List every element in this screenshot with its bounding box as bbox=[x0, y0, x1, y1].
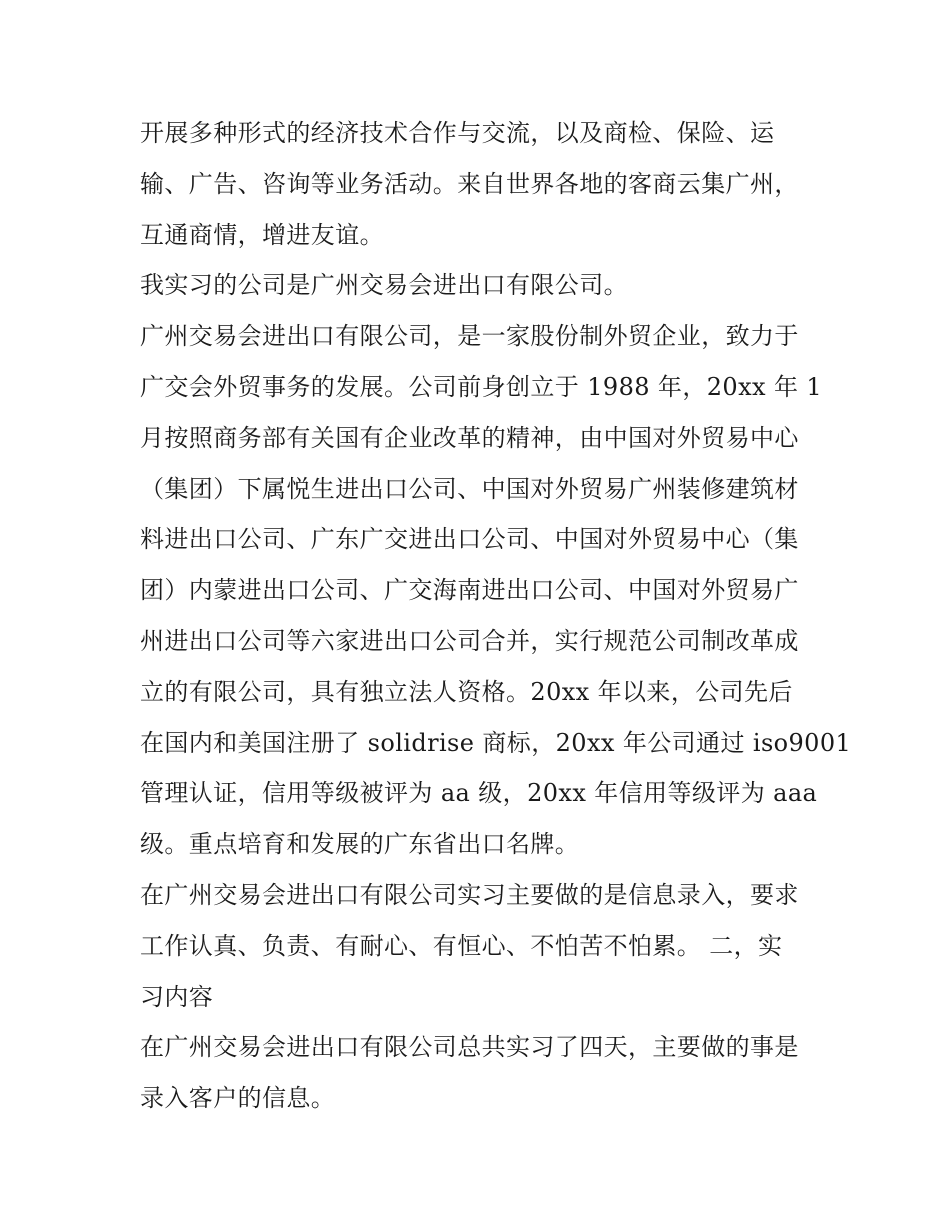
text-line: 团）内蒙进出口公司、广交海南进出口公司、中国对外贸易广 bbox=[140, 576, 799, 605]
text-line: 在广州交易会进出口有限公司总共实习了四天，主要做的事是 bbox=[140, 1033, 799, 1062]
text-line: 州进出口公司等六家进出口公司合并，实行规范公司制改革成 bbox=[140, 626, 799, 655]
text-line: 级。重点培育和发展的广东省出口名牌。 bbox=[140, 830, 580, 859]
text-line: 我实习的公司是广州交易会进出口有限公司。 bbox=[140, 271, 628, 300]
text-line: 广交会外贸事务的发展。公司前身创立于 1988 年，20xx 年 1 bbox=[140, 372, 823, 401]
text-line: 录入客户的信息。 bbox=[140, 1084, 336, 1113]
text-line: 管理认证，信用等级被评为 aa 级，20xx 年信用等级评为 aaa bbox=[140, 779, 818, 808]
text-line: 开展多种形式的经济技术合作与交流，以及商检、保险、运 bbox=[140, 119, 775, 147]
text-line: 月按照商务部有关国有企业改革的精神，由中国对外贸易中心 bbox=[140, 423, 799, 452]
text-line: 在国内和美国注册了 solidrise 商标，20xx 年公司通过 iso9001 bbox=[140, 728, 852, 757]
text-line: 输、广告、咨询等业务活动。来自世界各地的客商云集广州， bbox=[140, 169, 799, 198]
text-line: 在广州交易会进出口有限公司实习主要做的是信息录入，要求 bbox=[140, 880, 799, 909]
text-line: 立的有限公司，具有独立法人资格。20xx 年以来，公司先后 bbox=[140, 677, 793, 706]
text-line: （集团）下属悦生进出口公司、中国对外贸易广州装修建筑材 bbox=[140, 474, 799, 503]
text-line: 工作认真、负责、有耐心、有恒心、不怕苦不怕累。 二，实 bbox=[140, 931, 783, 960]
text-line: 互通商情，增进友谊。 bbox=[140, 220, 384, 249]
text-line: 广州交易会进出口有限公司，是一家股份制外贸企业，致力于 bbox=[140, 322, 799, 351]
document-body bbox=[140, 108, 852, 1124]
text-line: 料进出口公司、广东广交进出口公司、中国对外贸易中心（集 bbox=[140, 525, 799, 554]
text-line: 习内容 bbox=[140, 982, 214, 1011]
